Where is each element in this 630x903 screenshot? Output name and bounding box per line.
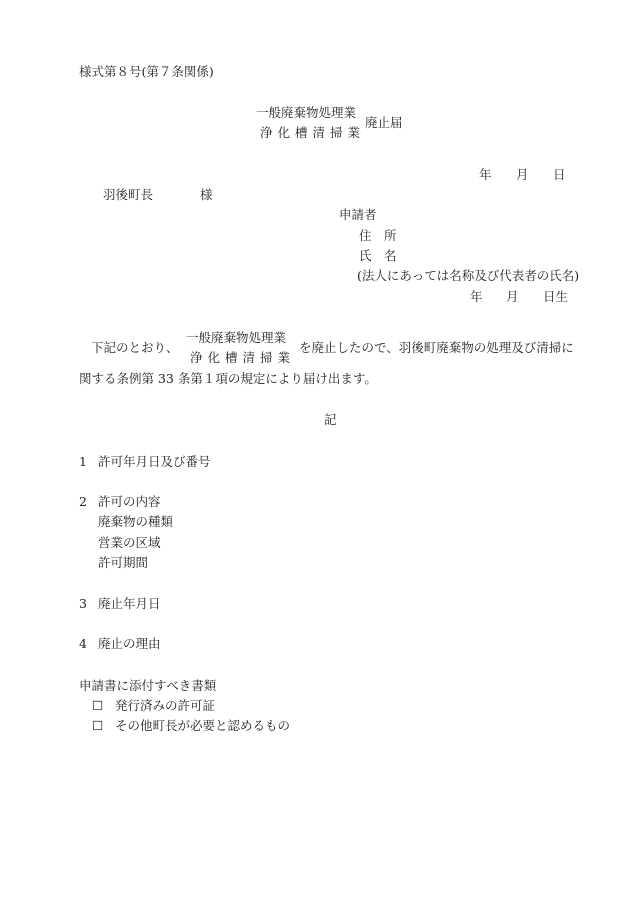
- date-day: 日: [553, 167, 566, 182]
- item-sub-permit-period: 許可期間: [98, 555, 149, 570]
- body-type-line2: 浄化槽清掃業: [190, 350, 296, 365]
- addressee-name: 羽後町長: [103, 187, 154, 202]
- ki-heading: 記: [324, 412, 337, 427]
- birth-day: 日生: [543, 289, 569, 304]
- item-label: 廃止の理由: [98, 636, 161, 651]
- item-label: 許可年月日及び番号: [98, 454, 211, 469]
- item-number: 3: [79, 596, 87, 611]
- form-number: 様式第８号(第７条関係): [79, 64, 214, 79]
- body-prefix: 下記のとおり、: [91, 340, 179, 355]
- item-label: 廃止年月日: [98, 596, 161, 611]
- item-label: 許可の内容: [98, 494, 161, 509]
- name-label: 氏 名: [359, 248, 397, 263]
- date-month: 月: [516, 167, 529, 182]
- item-number: 4: [79, 636, 87, 651]
- checkbox-icon: ☐: [92, 698, 104, 713]
- title-suffix: 廃止届: [365, 115, 403, 130]
- item-number: 2: [79, 494, 87, 509]
- date-year: 年: [479, 167, 492, 182]
- addressee-honorific: 様: [200, 187, 213, 202]
- item-sub-business-area: 営業の区域: [98, 535, 161, 550]
- attachment-label: その他町長が必要と認めるもの: [115, 718, 291, 733]
- checkbox-icon: ☐: [92, 718, 104, 733]
- applicant-label: 申請者: [339, 207, 377, 222]
- body-line2: 関する条例第 33 条第１項の規定により届け出ます。: [79, 371, 377, 386]
- birth-month: 月: [506, 289, 519, 304]
- birth-year: 年: [470, 289, 483, 304]
- item-number: 1: [79, 454, 87, 469]
- address-label: 住 所: [359, 228, 397, 243]
- title-type-line2: 浄化槽清掃業: [260, 125, 366, 140]
- body-suffix: を廃止したので、羽後町廃棄物の処理及び清掃に: [299, 340, 574, 355]
- item-sub-waste-type: 廃棄物の種類: [98, 514, 174, 529]
- title-type-line1: 一般廃棄物処理業: [256, 105, 357, 120]
- attachments-heading: 申請書に添付すべき書類: [79, 678, 217, 693]
- body-type-line1: 一般廃棄物処理業: [186, 330, 287, 345]
- attachment-label: 発行済みの許可証: [115, 698, 216, 713]
- corporate-note: (法人にあっては名称及び代表者の氏名): [357, 268, 580, 283]
